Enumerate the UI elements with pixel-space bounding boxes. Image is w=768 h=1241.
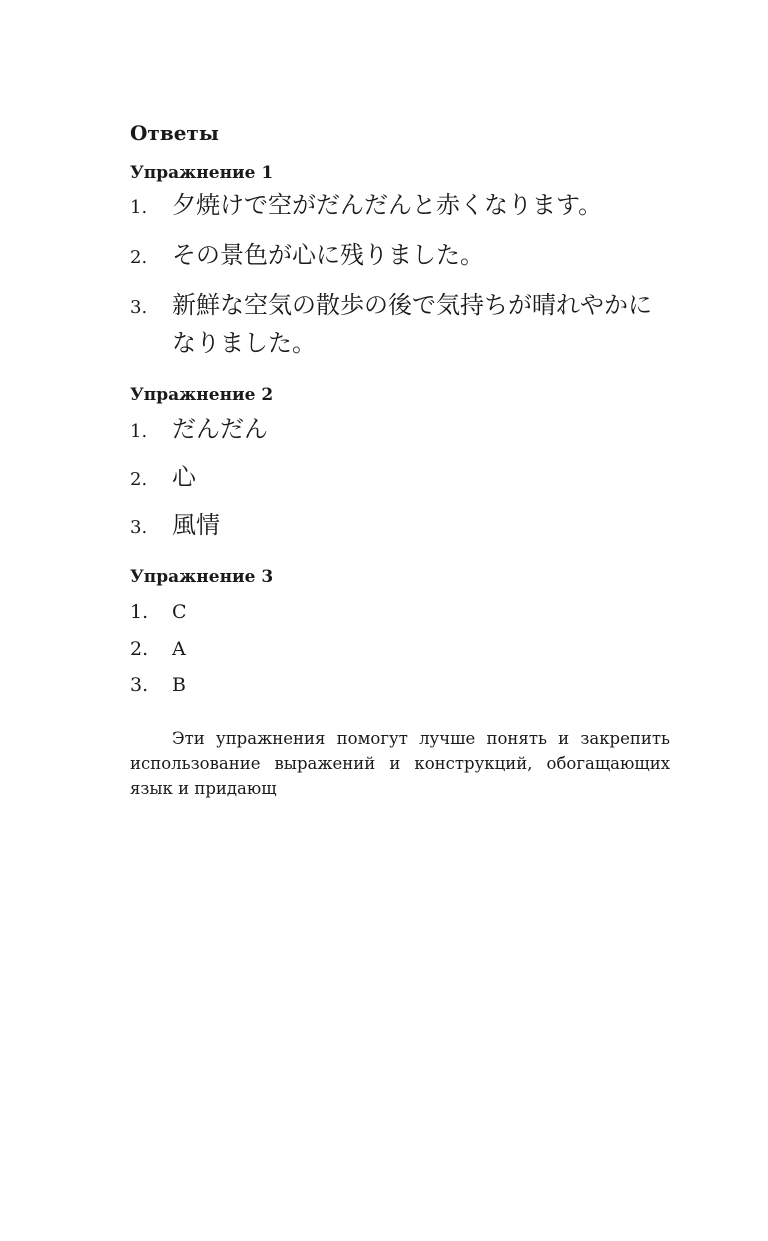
answer-text: C <box>172 601 187 623</box>
exercise-3-heading: Упражнение 3 <box>130 567 274 587</box>
list-item <box>130 506 670 544</box>
answer-text: B <box>172 674 186 696</box>
answer-text: 心 <box>172 463 196 491</box>
page-title: Ответы <box>130 121 219 145</box>
item-number: 2. <box>130 469 148 490</box>
list-item <box>130 186 670 224</box>
item-number: 3. <box>130 297 148 318</box>
item-number: 2. <box>130 637 149 660</box>
answers-page <box>130 118 670 801</box>
answer-text: A <box>172 637 186 660</box>
body-paragraph: Эти упражнения помогут лучше понять и закрепить использование выражений и конструкций, обогащающих язык и придающ <box>130 728 670 798</box>
list-item <box>130 286 670 362</box>
list-item <box>130 594 670 631</box>
item-number: 1. <box>130 197 148 218</box>
answer-text: その景色が心に残りました。 <box>172 241 484 269</box>
item-number: 3. <box>130 517 148 538</box>
list-item <box>130 236 670 274</box>
exercise-1-heading: Упражнение 1 <box>130 163 274 183</box>
item-number: 1. <box>130 421 148 442</box>
exercise-2-heading: Упражнение 2 <box>130 385 274 405</box>
list-item <box>130 410 670 448</box>
exercise-3-answers <box>130 594 670 704</box>
item-number: 3. <box>130 674 149 696</box>
exercise-2-answers <box>130 410 670 544</box>
answer-text: だんだん <box>172 415 268 443</box>
answer-text: 新鮮な空気の散歩の後で気持ちが晴れやかになりました。 <box>172 291 652 357</box>
item-number: 2. <box>130 247 148 268</box>
list-item <box>130 458 670 496</box>
answer-text: 風情 <box>172 511 220 539</box>
exercise-1-answers <box>130 186 670 362</box>
list-item <box>130 667 670 704</box>
list-item <box>130 631 670 668</box>
item-number: 1. <box>130 601 149 623</box>
answer-text: 夕焼けで空がだんだんと赤くなります。 <box>172 191 603 219</box>
